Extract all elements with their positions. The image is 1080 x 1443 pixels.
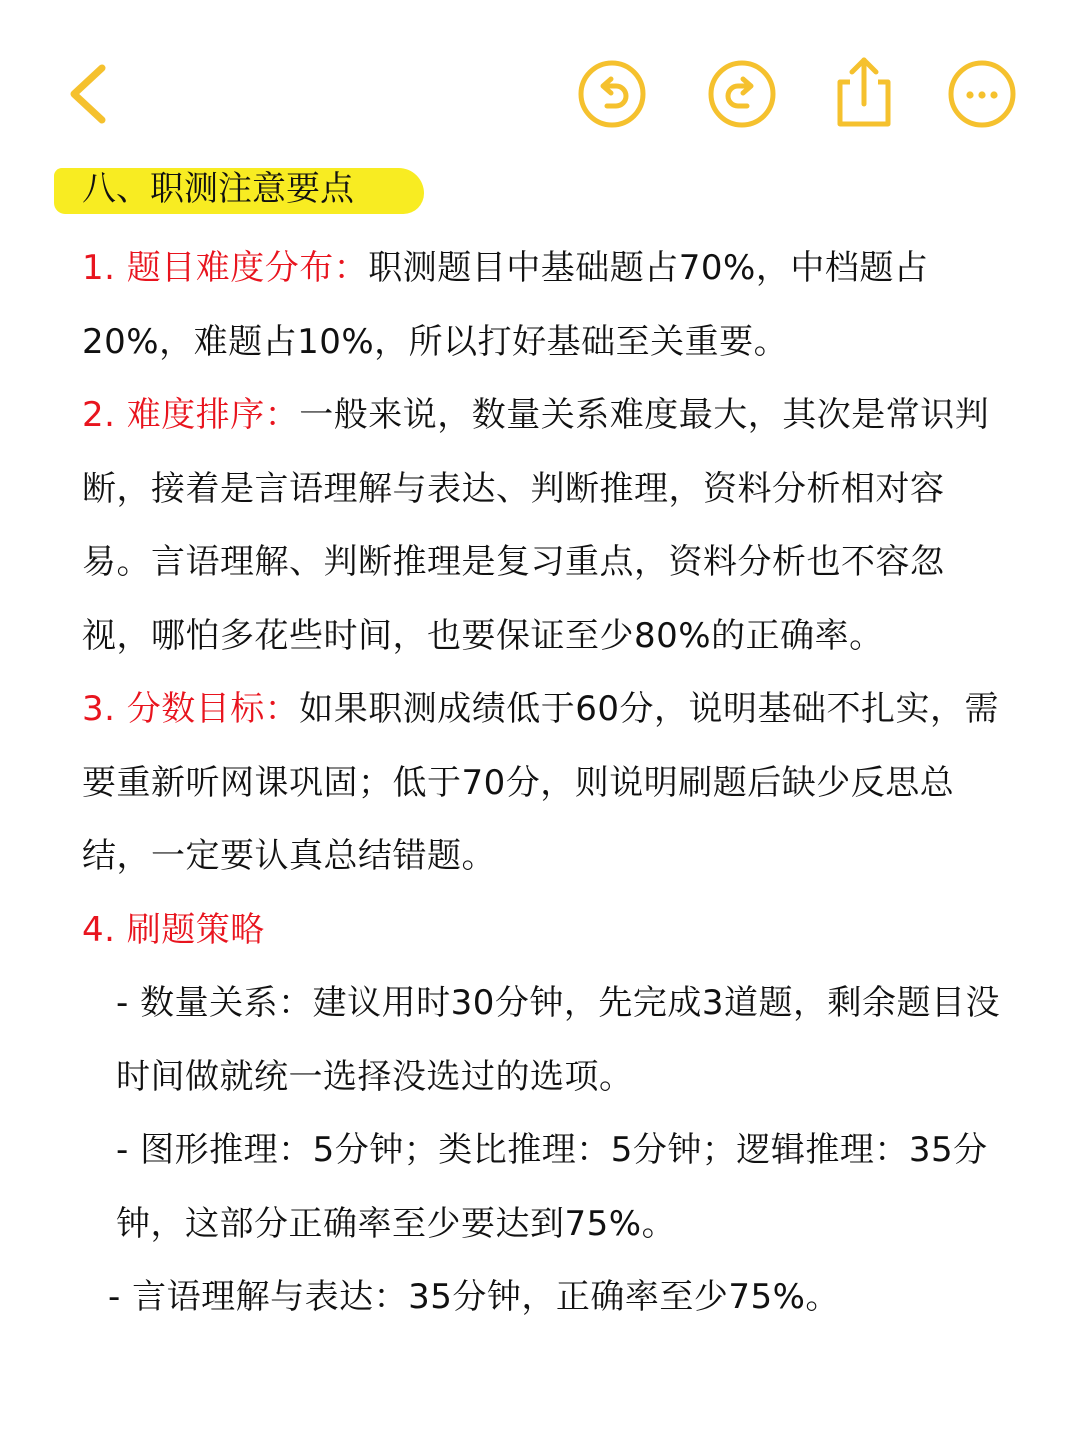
more-icon[interactable]	[946, 58, 1018, 130]
strategy-verbal: - 言语理解与表达：35分钟，正确率至少75%。	[108, 1277, 840, 1317]
section-title	[68, 160, 424, 218]
redo-icon[interactable]	[706, 58, 778, 130]
item-heading: 4. 刷题策略	[82, 909, 265, 950]
section-title-text: 八、职测注意要点	[82, 169, 354, 209]
item-heading: 1. 题目难度分布：	[82, 248, 369, 288]
strategy-reasoning: - 图形推理：5分钟；类比推理：5分钟；逻辑推理：35分钟，这部分正确率至少要达到75%。	[116, 1130, 988, 1244]
item-body: 职测题目中基础题占70%，中档题占20%，难题占10%，所以打好基础至关重要。	[82, 248, 929, 362]
strategy-quantity: - 数量关系：建议用时30分钟，先完成3道题，剩余题目没时间做就统一选择没选过的选项。	[116, 983, 1000, 1097]
item-difficulty-order	[82, 379, 1012, 673]
item-practice-strategy	[82, 894, 1012, 968]
item-heading: 3. 分数目标：	[82, 689, 300, 729]
item-body: 一般来说，数量关系难度最大，其次是常识判断，接着是言语理解与表达、判断推理，资料分析相对容易。言语理解、判断推理是复习重点，资料分析也不容忽视，哪怕多花些时间，也要保证至少80%的正确率。	[82, 395, 990, 656]
item-heading: 2. 难度排序：	[82, 395, 300, 435]
item-difficulty-distribution	[82, 232, 1012, 379]
note-content	[82, 160, 1012, 1335]
item-score-target	[82, 673, 1012, 894]
top-toolbar	[0, 0, 1080, 160]
back-chevron-icon[interactable]	[62, 60, 122, 128]
undo-icon[interactable]	[576, 58, 648, 130]
share-icon[interactable]	[830, 52, 898, 130]
item-body: 如果职测成绩低于60分，说明基础不扎实，需要重新听网课巩固；低于70分，则说明刷题后缺少反思总结，一定要认真总结错题。	[82, 689, 1000, 876]
